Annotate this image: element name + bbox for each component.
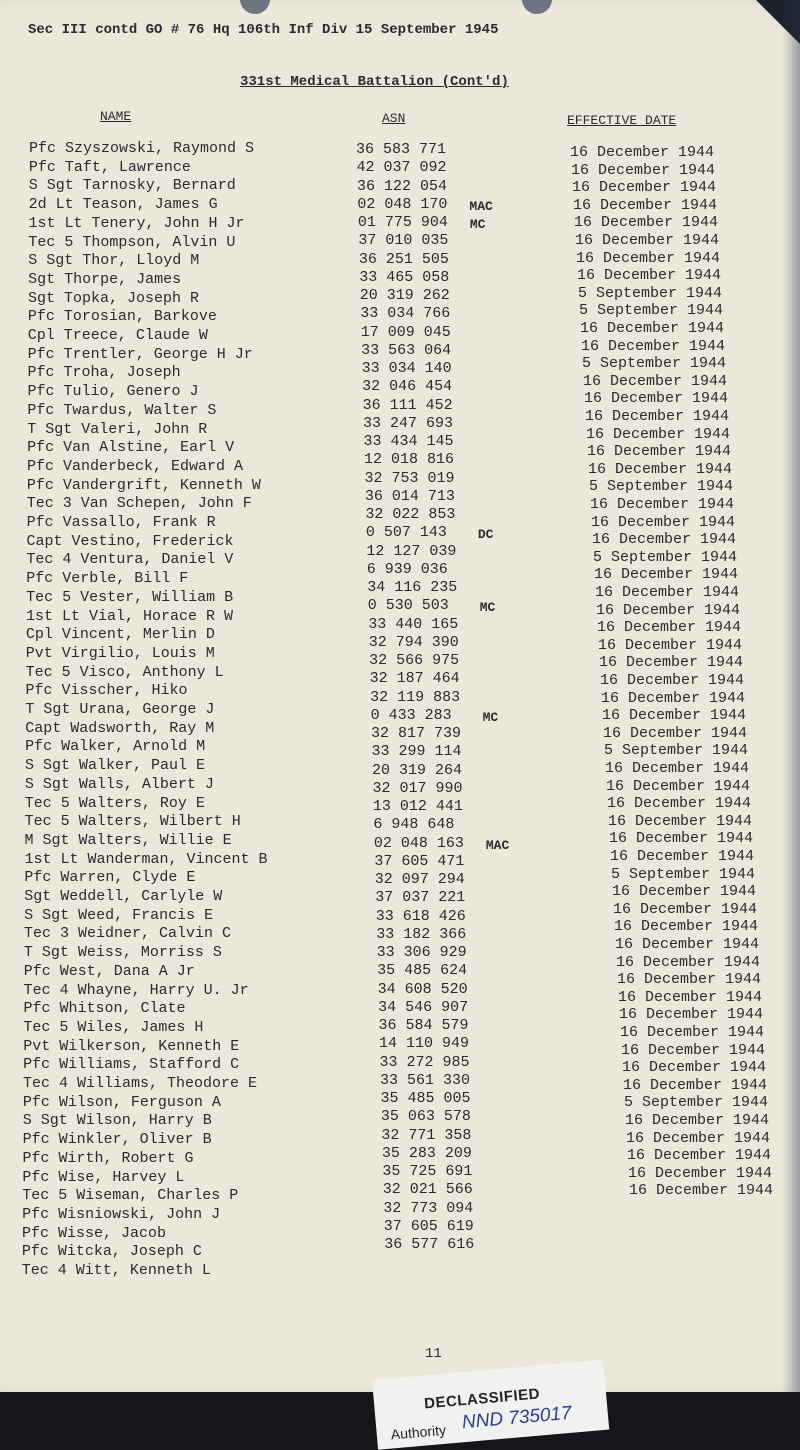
roster-asn: 36 577 616 (384, 1236, 475, 1253)
roster-name: S Sgt Weed, Francis E (24, 906, 214, 924)
roster-asn: 35 283 209 (381, 1144, 472, 1162)
roster-name: S Sgt Thor, Lloyd M (28, 252, 200, 270)
roster-name: S Sgt Wilson, Harry B (22, 1112, 212, 1130)
roster-name: S Sgt Walker, Paul E (25, 757, 206, 775)
roster-effective-date: 16 December 1944 (607, 795, 752, 813)
roster-asn: 32 566 975 (369, 652, 460, 669)
roster-effective-date: 16 December 1944 (616, 953, 761, 971)
roster-effective-date: 16 December 1944 (570, 144, 715, 161)
roster-name: Sgt Topka, Joseph R (28, 289, 200, 307)
roster-effective-date: 5 September 1944 (589, 478, 734, 496)
roster-name: Pfc Wilson, Ferguson A (22, 1093, 221, 1111)
roster-effective-date: 5 September 1944 (578, 284, 723, 302)
roster-name: Pfc Twardus, Walter S (27, 401, 217, 419)
roster-asn: 33 563 064 (361, 341, 452, 359)
roster-effective-date: 5 September 1944 (582, 355, 727, 373)
roster-name: Pfc Trentler, George H Jr (27, 345, 253, 363)
roster-asn: 36 014 713 (364, 487, 455, 505)
roster-effective-date: 16 December 1944 (628, 1164, 773, 1182)
roster-name: Pfc Taft, Lawrence (28, 158, 191, 176)
roster-effective-date: 16 December 1944 (600, 672, 745, 689)
roster-asn: 32 022 853 (365, 506, 456, 523)
roster-name: Pfc Williams, Stafford C (23, 1056, 240, 1074)
roster-asn: 17 009 045 (360, 323, 451, 341)
roster-asn: 20 319 264 (371, 761, 462, 779)
roster-asn: 32 771 358 (381, 1126, 472, 1144)
roster-effective-date: 16 December 1944 (585, 408, 730, 425)
roster-asn: 36 111 452 (362, 396, 453, 414)
roster-effective-date: 16 December 1944 (590, 496, 735, 513)
roster-effective-date: 16 December 1944 (586, 425, 731, 443)
roster-asn: 36 122 054 (356, 177, 447, 195)
roster-effective-date: 5 September 1944 (593, 548, 738, 566)
roster-asn: 34 608 520 (377, 980, 468, 998)
roster-asn: 33 034 140 (361, 360, 452, 377)
roster-asn: 34 546 907 (378, 998, 469, 1016)
roster-asn: 32 021 566 (382, 1181, 473, 1199)
roster-asn: 33 182 366 (376, 925, 467, 943)
roster-effective-date: 16 December 1944 (574, 214, 719, 232)
roster-asn: 36 583 771 (356, 141, 447, 158)
roster-asn: 37 010 035 (358, 232, 449, 250)
roster-effective-date: 16 December 1944 (591, 513, 736, 531)
roster-branch-note: MAC (485, 837, 510, 853)
column-header-asn: ASN (382, 111, 406, 126)
roster-branch-note: MC (482, 709, 499, 725)
roster-branch-note: MC (469, 217, 486, 232)
roster-name: M Sgt Walters, Willie E (24, 831, 232, 849)
roster-asn: 33 465 058 (359, 268, 450, 286)
roster-name: Pfc Walker, Arnold M (25, 738, 206, 756)
roster-name: Pfc Vanderbeck, Edward A (26, 457, 243, 475)
roster-asn: 33 434 145 (363, 433, 454, 450)
roster-effective-date: 16 December 1944 (572, 179, 717, 197)
roster-name: Tec 5 Visco, Anthony L (25, 663, 224, 681)
roster-name: Tec 5 Wiles, James H (23, 1018, 204, 1036)
roster-name: 1st Lt Wanderman, Vincent B (24, 850, 268, 868)
roster-name: Tec 5 Walters, Wilbert H (24, 813, 241, 831)
roster-asn: 0 507 143 (365, 524, 447, 542)
roster-name: Tec 5 Vester, William B (26, 588, 234, 606)
roster-asn: 33 299 114 (371, 743, 462, 761)
roster-name: Tec 3 Van Schepen, John F (26, 495, 252, 513)
roster-effective-date: 16 December 1944 (584, 390, 729, 408)
stamp-title: DECLASSIFIED (423, 1385, 541, 1413)
roster-name: T Sgt Valeri, John R (27, 420, 208, 438)
roster-asn: 14 110 949 (379, 1035, 470, 1053)
roster-name: Tec 5 Thompson, Alvin U (28, 233, 236, 251)
roster-name: Pfc Torosian, Barkove (27, 308, 217, 326)
roster-name: Capt Vestino, Frederick (26, 532, 234, 550)
roster-name: Capt Wadsworth, Ray M (25, 719, 215, 737)
punch-hole-icon (522, 0, 552, 14)
roster-asn: 12 018 816 (363, 451, 454, 469)
roster-asn: 33 306 929 (376, 944, 467, 961)
roster-effective-date: 16 December 1944 (588, 460, 733, 478)
roster-asn: 32 017 990 (372, 779, 463, 797)
roster-effective-date: 16 December 1944 (595, 584, 740, 601)
roster-name: S Sgt Tarnosky, Bernard (28, 177, 236, 195)
roster-effective-date: 16 December 1944 (617, 971, 762, 989)
roster-effective-date: 16 December 1944 (609, 830, 754, 848)
roster-asn: 02 048 163 (373, 834, 464, 852)
roster-asn: 33 034 766 (360, 305, 451, 323)
roster-effective-date: 16 December 1944 (603, 724, 748, 742)
roster-name: 1st Lt Vial, Horace R W (26, 607, 234, 625)
column-header-effective-date: EFFECTIVE DATE (567, 113, 677, 128)
roster-effective-date: 16 December 1944 (618, 988, 763, 1006)
roster-effective-date: 16 December 1944 (602, 707, 747, 725)
roster-name: Pfc Verble, Bill F (26, 570, 189, 588)
roster-asn: 37 037 221 (375, 889, 466, 907)
roster-asn: 12 127 039 (366, 542, 457, 560)
roster-name: Sgt Thorpe, James (28, 270, 182, 288)
roster-effective-date: 16 December 1944 (594, 566, 739, 584)
roster-name: Pfc Troha, Joseph (27, 364, 181, 382)
roster-asn: 34 116 235 (367, 579, 458, 596)
roster-name: Cpl Treece, Claude W (27, 327, 208, 344)
roster-name: Pfc West, Dana A Jr (23, 962, 195, 980)
roster-asn: 32 753 019 (364, 469, 455, 487)
roster-effective-date: 16 December 1944 (573, 196, 718, 214)
roster-effective-date: 16 December 1944 (587, 443, 732, 461)
roster-effective-date: 5 September 1944 (624, 1094, 769, 1112)
roster-name: Pfc Wisniowski, John J (22, 1205, 221, 1223)
roster-effective-date: 16 December 1944 (608, 812, 753, 830)
stamp-authority-label: Authority (390, 1421, 447, 1443)
roster-name: Tec 5 Wiseman, Charles P (22, 1187, 239, 1205)
roster-name: Pfc Van Alstine, Earl V (27, 439, 235, 457)
roster-asn: 36 251 505 (358, 250, 449, 268)
roster-asn: 20 319 262 (359, 287, 450, 304)
roster-effective-date: 16 December 1944 (622, 1059, 767, 1077)
roster-effective-date: 16 December 1944 (599, 654, 744, 672)
roster-asn: 0 433 283 (370, 706, 452, 724)
roster-name: Tec 5 Walters, Roy E (24, 794, 205, 812)
roster-effective-date: 16 December 1944 (610, 848, 755, 865)
roster-effective-date: 16 December 1944 (598, 636, 743, 654)
roster-asn: 42 037 092 (356, 159, 447, 177)
roster-asn: 37 605 471 (374, 852, 465, 870)
roster-name: Sgt Weddell, Carlyle W (24, 888, 223, 905)
roster-effective-date: 5 September 1944 (604, 742, 749, 760)
roster-name: Pfc Wisse, Jacob (22, 1224, 167, 1242)
roster-name: Tec 4 Williams, Theodore E (23, 1075, 258, 1092)
roster-name: Pfc Wirth, Robert G (22, 1149, 194, 1167)
stamp-authority-number: NND 735017 (461, 1402, 573, 1434)
roster-effective-date: 16 December 1944 (581, 337, 726, 355)
roster-effective-date: 16 December 1944 (606, 777, 751, 795)
roster-branch-note: DC (477, 527, 494, 543)
roster-asn: 33 618 426 (375, 907, 466, 925)
roster-name: Tec 4 Whayne, Harry U. Jr (23, 981, 249, 999)
roster-effective-date: 5 September 1944 (579, 302, 724, 320)
roster-effective-date: 16 December 1944 (583, 372, 728, 390)
roster-effective-date: 16 December 1944 (576, 249, 721, 267)
roster-asn: 33 561 330 (379, 1071, 470, 1089)
roster-effective-date: 16 December 1944 (614, 918, 759, 936)
roster-name: Pfc Witcka, Joseph C (21, 1243, 202, 1261)
roster-branch-note: MC (479, 600, 496, 616)
roster-effective-date: 5 September 1944 (611, 865, 756, 883)
roster-asn: 0 530 503 (367, 597, 449, 615)
roster-asn: 13 012 441 (372, 798, 463, 815)
roster-effective-date: 16 December 1944 (621, 1041, 766, 1059)
roster-effective-date: 16 December 1944 (575, 232, 720, 249)
punch-hole-icon (240, 0, 270, 14)
roster-effective-date: 16 December 1944 (629, 1182, 774, 1200)
roster-name: Pfc Winkler, Oliver B (22, 1131, 212, 1149)
document-header: Sec III contd GO # 76 Hq 106th Inf Div 15 September 1945 (28, 22, 499, 38)
roster-effective-date: 16 December 1944 (620, 1024, 765, 1041)
roster-asn: 32 097 294 (374, 871, 465, 888)
roster-asn: 6 939 036 (366, 560, 448, 578)
roster-asn: 32 817 739 (371, 725, 462, 742)
roster-asn: 33 247 693 (363, 414, 454, 432)
roster-effective-date: 16 December 1944 (615, 936, 760, 953)
roster-effective-date: 16 December 1944 (605, 760, 750, 777)
roster-effective-date: 16 December 1944 (627, 1147, 772, 1165)
roster-effective-date: 16 December 1944 (596, 601, 741, 619)
roster-asn: 32 794 390 (368, 633, 459, 651)
roster-name: T Sgt Weiss, Morriss S (23, 944, 222, 962)
roster-effective-date: 16 December 1944 (626, 1129, 771, 1147)
roster-name: 1st Lt Tenery, John H Jr (28, 214, 245, 232)
roster-name: Tec 4 Ventura, Daniel V (26, 551, 234, 569)
roster-name: Pfc Whitson, Clate (23, 1000, 186, 1018)
roster-name: Tec 4 Witt, Kenneth L (21, 1262, 211, 1279)
roster-name: 2d Lt Teason, James G (28, 196, 218, 214)
roster-effective-date: 16 December 1944 (577, 267, 722, 285)
roster-effective-date: 16 December 1944 (613, 900, 758, 918)
roster-asn: 36 584 579 (378, 1017, 469, 1034)
column-header-name: NAME (100, 109, 132, 124)
roster-effective-date: 16 December 1944 (571, 161, 716, 179)
roster-asn: 33 272 985 (379, 1053, 470, 1071)
roster-effective-date: 16 December 1944 (625, 1112, 770, 1129)
roster-effective-date: 16 December 1944 (580, 320, 725, 337)
roster-name: S Sgt Walls, Albert J (24, 775, 214, 793)
page-number: 11 (425, 1346, 442, 1362)
roster-name: Pvt Wilkerson, Kenneth E (23, 1037, 240, 1055)
roster-name: Cpl Vincent, Merlin D (25, 626, 215, 644)
document-title: 331st Medical Battalion (Cont'd) (240, 74, 509, 90)
roster-asn: 32 773 094 (383, 1199, 474, 1217)
roster-asn: 33 440 165 (368, 615, 459, 633)
roster-asn: 35 485 624 (377, 962, 468, 980)
roster-asn: 35 725 691 (382, 1163, 473, 1180)
page-edge-shadow (782, 0, 800, 1392)
roster-asn: 02 048 170 (357, 195, 448, 213)
roster-name: Pfc Tulio, Genero J (27, 383, 199, 401)
roster-asn: 35 485 005 (380, 1090, 471, 1107)
roster-asn: 35 063 578 (380, 1108, 471, 1126)
roster-name: Pvt Virgilio, Louis M (25, 644, 215, 662)
roster-name: T Sgt Urana, George J (25, 701, 215, 718)
roster-name: Tec 3 Weidner, Calvin C (23, 925, 231, 943)
roster-asn: 32 046 454 (362, 378, 453, 396)
roster-name: Pfc Vassallo, Frank R (26, 514, 216, 531)
roster-name: Pfc Wise, Harvey L (22, 1168, 185, 1186)
roster-name: Pfc Visscher, Hiko (25, 682, 188, 700)
roster-asn: 32 119 883 (370, 688, 461, 706)
roster-asn: 6 948 648 (373, 816, 455, 834)
roster-asn: 37 605 619 (383, 1217, 474, 1235)
roster-branch-note: MAC (469, 198, 493, 214)
roster-name: Pfc Warren, Clyde E (24, 869, 196, 887)
roster-name: Pfc Vandergrift, Kenneth W (26, 476, 261, 494)
roster-name: Pfc Szyszowski, Raymond S (29, 140, 255, 157)
roster-effective-date: 16 December 1944 (623, 1076, 768, 1094)
roster-asn: 01 775 904 (357, 214, 448, 231)
roster-effective-date: 16 December 1944 (601, 689, 746, 707)
roster-effective-date: 16 December 1944 (619, 1006, 764, 1024)
roster-effective-date: 16 December 1944 (597, 619, 742, 637)
roster-effective-date: 16 December 1944 (592, 531, 737, 549)
roster-asn: 32 187 464 (369, 670, 460, 688)
roster-effective-date: 16 December 1944 (612, 883, 757, 901)
